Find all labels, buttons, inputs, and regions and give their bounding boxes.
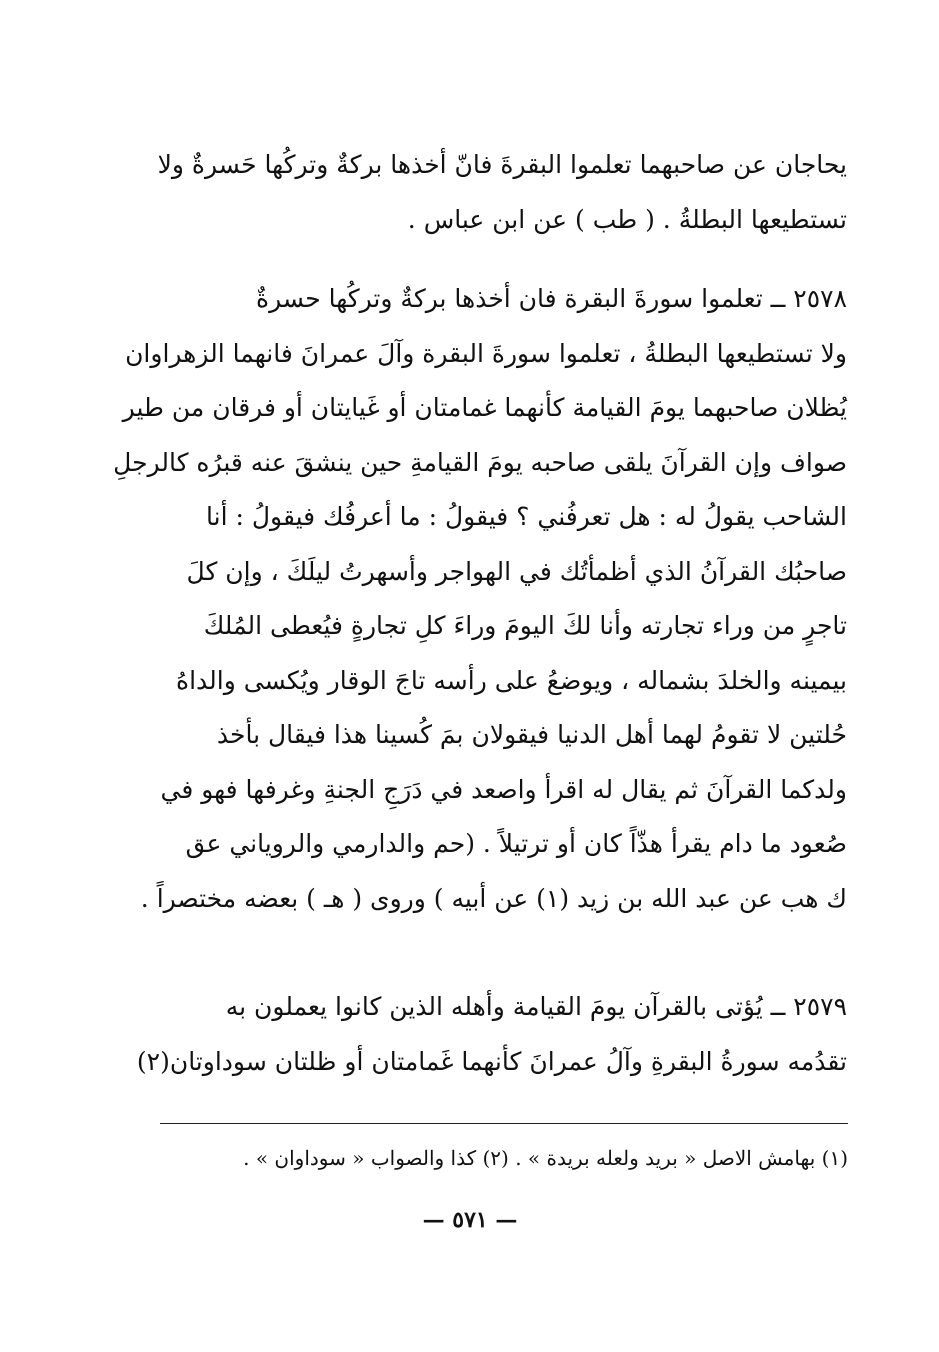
text-line: ك هب عن عبد الله بن زيد (١) عن أبيه ) وروى ( هـ ) بعضه مختصراً . [140,883,847,913]
text-line: صاحبُك القرآنُ الذي أظمأتُك في الهواجر وأسهرتُ ليلَكَ ، وإن كلَ [186,556,847,586]
text-line: ٢٥٧٩ ــ يُؤتى بالقرآن يومَ القيامة وأهله الذين كانوا يعملون به [225,992,847,1021]
text-line: ٢٥٧٨ ــ تعلموا سورةَ البقرة فان أخذها بركةٌ وتركُها حسرةٌ [256,284,847,313]
text-line: بيمينه والخلدَ بشماله ، ويوضعُ على رأسه تاجَ الوقار ويُكسى والداهُ [176,665,847,695]
footnote: (١) بهامش الاصل « بريد ولعله بريدة » . (٢) كذا والصواب « سوداوان » . [243,1146,848,1170]
text-line: يحاجان عن صاحبهما تعلموا البقرةَ فانّ أخذها بركةٌ وتركُها حَسرةٌ ولا [157,150,847,179]
hadith-paragraph-2578 [113,272,847,926]
text-line: تقدُمه سورةُ البقرةِ وآلُ عمرانَ كأنهما غَمامتان أو ظلتان سوداوتان(٢) [136,1046,847,1076]
text-line: الشاحب يقولُ له : هل تعرفُني ؟ فيقولُ : ما أعرفُك فيقولُ : أنا [206,502,847,531]
text-line: ولا تستطيعها البطلةُ ، تعلموا سورةَ البقرة وآلَ عمرانَ فانهما الزهراوان [125,338,847,368]
footnote-divider [160,1123,848,1124]
hadith-paragraph-continuation [155,138,847,247]
text-line: يُظلان صاحبهما يومَ القيامة كأنهما غمامتان أو غَيايتان أو فرقان من طير [122,393,847,422]
page-number: — ٥٧١ — [422,1207,518,1233]
text-line: تاجرٍ من وراء تجارته وأنا لكَ اليومَ وراءَ كلِ تجارةٍ فيُعطى المُلكَ [203,611,847,640]
text-line: صواف وإن القرآنَ يلقى صاحبه يومَ القيامةِ حين ينشقَ عنه قبرُه كالرجلِ [113,447,847,477]
hadith-paragraph-2579 [136,980,847,1089]
text-line: ولدكما القرآنَ ثم يقال له اقرأ واصعد في دَرَجِ الجنةِ وغرفها فهو في [160,774,847,804]
text-line: حُلتين لا تقومُ لهما أهل الدنيا فيقولان بمَ كُسينا هذا فيقال بأخذ [216,720,847,749]
text-line: صُعود ما دام يقرأ هذّاً كان أو ترتيلاً . (حم والدارمي والروياني عق [185,829,847,858]
text-line: تستطيعها البطلةُ . ( طب ) عن ابن عباس . [407,204,847,234]
